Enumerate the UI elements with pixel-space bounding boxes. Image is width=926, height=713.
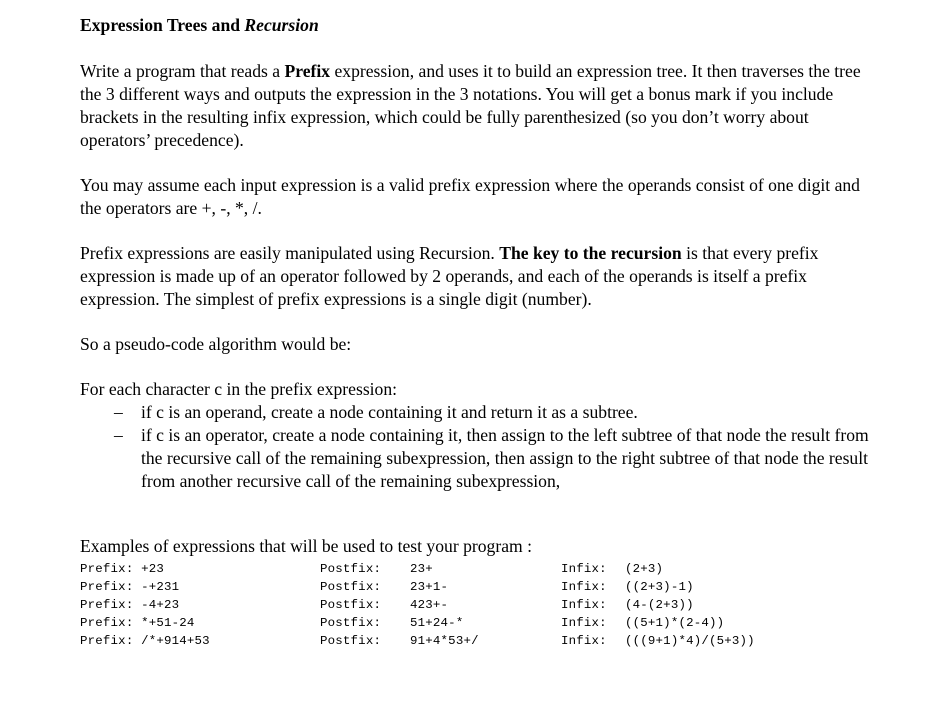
postfix-value: 23+1- [410,580,449,594]
infix-value: (2+3) [625,562,664,576]
infix-cell [561,632,881,650]
intro-paragraph [80,60,880,152]
infix-label: Infix: [561,598,607,612]
step-text: if c is an operator, create a node containing it, then assign to the left subtree of that node the result from the recursive call of the remaining subexpression, then assign to the right subtree of that node the result from another recursive call of the remaining subexpression, [141,425,869,491]
examples-heading: Examples of expressions that will be used to test your program : [80,536,532,556]
intro-text-start: Write a program that reads a [80,61,285,81]
recursion-bold-key: The key to the recursion [499,243,682,263]
algorithm-lead: For each character c in the prefix expression: [80,379,398,399]
recursion-text-start: Prefix expressions are easily manipulated using Recursion. [80,243,500,263]
postfix-label: Postfix: [320,634,382,648]
infix-value: ((2+3)-1) [625,580,694,594]
postfix-cell [320,560,561,578]
prefix-cell: Prefix: -4+23 [80,598,180,612]
bullet-dash: – [114,402,123,422]
algorithm-step [114,401,880,424]
intro-bold-prefix: Prefix [284,61,331,81]
prefix-cell: Prefix: *+51-24 [80,616,195,630]
title-plain: Expression Trees and [80,15,245,35]
postfix-label: Postfix: [320,616,382,630]
postfix-label: Postfix: [320,580,382,594]
prefix-cell: Prefix: +23 [80,562,164,576]
infix-cell [561,560,881,578]
infix-cell [561,578,881,596]
prefix-cell: Prefix: -+231 [80,580,180,594]
postfix-value: 423+- [410,598,449,612]
infix-value: ((5+1)*(2-4)) [625,616,725,630]
infix-label: Infix: [561,616,607,630]
pseudocode-intro: So a pseudo-code algorithm would be: [80,334,352,354]
postfix-cell [320,614,561,632]
recursion-paragraph [80,242,880,311]
bullet-dash: – [114,425,123,445]
infix-value: (4-(2+3)) [625,598,694,612]
document-title [80,14,880,37]
recursion-text-end: is that every prefix expression is made up of an operator followed by 2 operands, and each of the operands is itself a prefix expression. The simplest of prefix expressions is a single digit (number). [80,243,819,309]
infix-label: Infix: [561,580,607,594]
postfix-value: 51+24-* [410,616,464,630]
postfix-cell [320,578,561,596]
prefix-cell: Prefix: /*+914+53 [80,634,210,648]
algorithm-steps [80,401,880,493]
postfix-cell [320,596,561,614]
intro-text-end: expression, and uses it to build an expression tree. It then traverses the tree the 3 different ways and outputs the expression in the 3 notations. You will get a bonus mark if you include brackets in the resulting infix expression, which could be fully parenthesized (so you don’t worry about operators’ precedence). [80,61,861,150]
document-page [80,14,880,650]
infix-cell [561,596,881,614]
infix-value: (((9+1)*4)/(5+3)) [625,634,755,648]
algorithm-step [114,424,880,493]
postfix-cell [320,632,561,650]
infix-label: Infix: [561,562,607,576]
postfix-label: Postfix: [320,598,382,612]
postfix-value: 91+4*53+/ [410,634,479,648]
title-italic: Recursion [244,15,319,35]
postfix-label: Postfix: [320,562,382,576]
assumption-paragraph: You may assume each input expression is a valid prefix expression where the operands consist of one digit and the operators are +, -, *, /. [80,175,860,218]
examples-table [80,560,880,650]
step-text: if c is an operand, create a node containing it and return it as a subtree. [141,402,638,422]
infix-cell [561,614,881,632]
postfix-value: 23+ [410,562,433,576]
infix-label: Infix: [561,634,607,648]
